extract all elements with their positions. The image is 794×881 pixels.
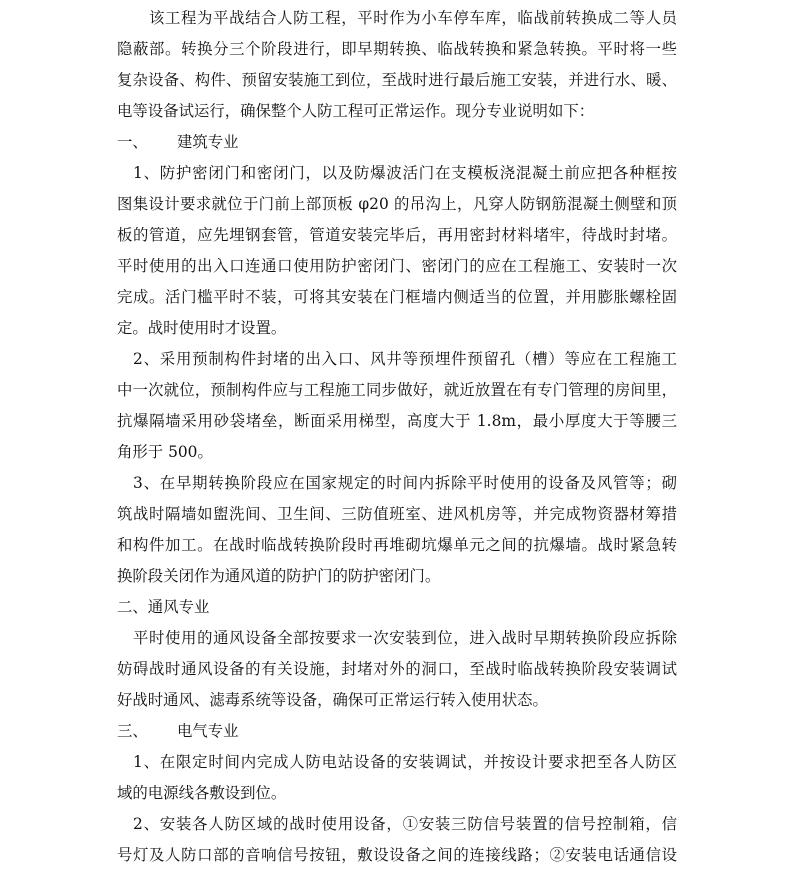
- section-heading-architecture: [117, 127, 677, 158]
- text-line: 抗爆隔墙采用砂袋堵垒，断面采用梯型，高度大于 1.8m，最小厚度大于等腰三: [117, 412, 677, 430]
- text-line: 和构件加工。在战时临战转换阶段时再堆砌坑爆单元之间的抗爆墙。战时紧急转: [117, 536, 677, 554]
- section-paragraph: [117, 468, 677, 592]
- text-line: 板的管道，应先埋钢套管，管道安装完毕后，再用密封材料堵牢，待战时封堵。: [117, 226, 677, 244]
- text-line: 号灯及人防口部的音响信号按钮，敷设设备之间的连接线路；②安装电话通信设: [117, 846, 677, 864]
- text-line: 1、在限定时间内完成人防电站设备的安装调试，并按设计要求把至各人防区: [133, 753, 677, 771]
- text-line: 平时使用的出入口连通口使用防护密闭门、密闭门的应在工程施工、安装时一次: [117, 257, 677, 275]
- text-line: 中一次就位，预制构件应与工程施工同步做好，就近放置在有专门管理的房间里，: [117, 381, 677, 399]
- text-line: 该工程为平战结合人防工程，平时作为小车停车库，临战前转换成二等人员: [149, 9, 677, 27]
- text-line: 1、防护密闭门和密闭门，以及防爆波活门在支模板浇混凝土前应把各种框按: [133, 164, 677, 182]
- section-title: 电气专业: [177, 722, 239, 740]
- document-body: [117, 3, 677, 871]
- text-line: 3、在早期转换阶段应在国家规定的时间内拆除平时使用的设备及风管等；砌: [133, 474, 677, 492]
- text-line: 筑战时隔墙如盥洗间、卫生间、三防值班室、进风机房等，并完成物资器材筹措: [117, 505, 677, 523]
- text-line: 图集设计要求就位于门前上部顶板 φ20 的吊沟上，凡穿人防钢筋混凝土侧壁和顶: [117, 195, 677, 213]
- section-paragraph: [117, 158, 677, 344]
- text-line: 隐蔽部。转换分三个阶段进行，即早期转换、临战转换和紧急转换。平时将一些: [117, 40, 677, 58]
- text-line: 角形于 500。: [117, 443, 213, 461]
- section-title: 建筑专业: [177, 133, 239, 151]
- text-line: 复杂设备、构件、预留安装施工到位，至战时进行最后施工安装，并进行水、暖、: [117, 71, 677, 89]
- text-line: 平时使用的通风设备全部按要求一次安装到位，进入战时早期转换阶段应拆除: [133, 629, 677, 647]
- text-line: 完成。活门槛平时不装，可将其安装在门框墙内侧适当的位置，并用膨胀螺栓固: [117, 288, 677, 306]
- section-paragraph: [117, 623, 677, 716]
- section-number: 二、: [117, 598, 148, 616]
- section-number: 一、: [117, 133, 148, 151]
- section-paragraph: [117, 747, 677, 809]
- text-line: 换阶段关闭作为通风道的防护门的防护密闭门。: [117, 567, 441, 585]
- text-line: 2、安装各人防区域的战时使用设备，①安装三防信号装置的信号控制箱，信: [133, 815, 677, 833]
- section-paragraph: [117, 809, 677, 871]
- section-title: 通风专业: [147, 598, 210, 616]
- text-line: 定。战时使用时才设置。: [117, 319, 287, 337]
- section-paragraph: [117, 344, 677, 468]
- text-line: 好战时通风、滤毒系统等设备，确保可正常运行转入使用状态。: [117, 691, 548, 709]
- text-line: 2、采用预制构件封堵的出入口、风井等预埋件预留孔（槽）等应在工程施工: [133, 350, 677, 368]
- text-line: 电等设备试运行，确保整个人防工程可正常运作。现分专业说明如下：: [117, 102, 595, 120]
- text-line: 域的电源线各敷设到位。: [117, 784, 287, 802]
- text-line: 妨碍战时通风设备的有关设施，封堵对外的洞口，至战时临战转换阶段安装调试: [117, 660, 677, 678]
- section-number: 三、: [117, 722, 148, 740]
- intro-paragraph: [117, 3, 677, 127]
- section-heading-ventilation: [117, 592, 677, 623]
- section-heading-electrical: [117, 716, 677, 747]
